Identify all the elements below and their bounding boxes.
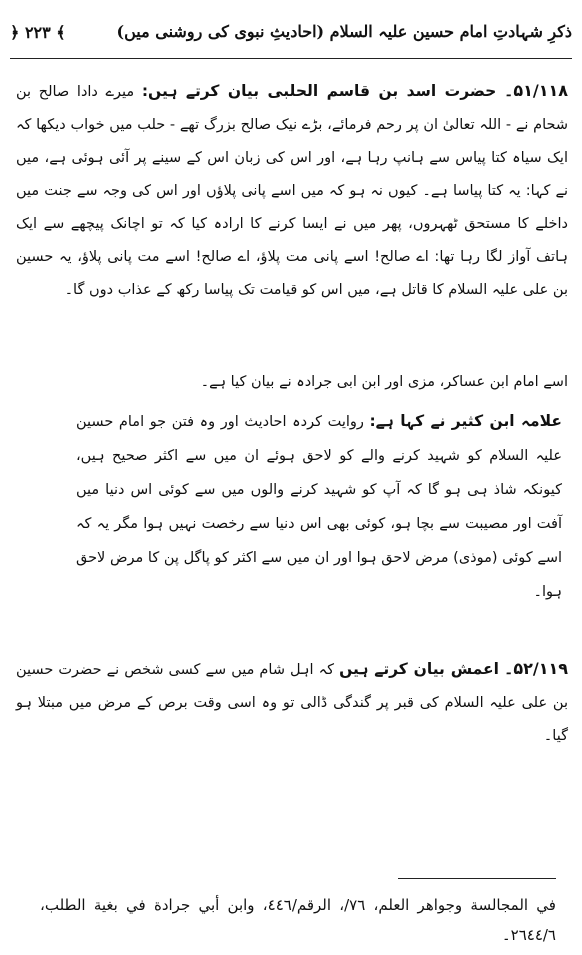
hadith-body: میرے دادا صالح بن شحام نے - اللہ تعالیٰ ان پر رحم فرمائے، بڑے نیک صالح بزرگ تھے - حلب میں خواب دیکھا کہ ایک سیاہ کتا پیاس سے ہانپ رہا ہے، اور اس کی زبان اس کے سینے پر آئی ہوئی ہے، میں نے کہا: یہ کتا پیاسا ہے۔ کیوں نہ ہو کہ میں اسے پانی پلاؤں اور اس کی وجہ سے جنت میں داخلے کا مستحق ٹھہروں، پھر میں نے ایسا کرنے کا ارادہ کیا کہ تو اچانک پیچھے سے ایک ہاتف آواز لگا رہا تھا: اے صالح! اسے پانی مت پلاؤ، اے صالح! اسے مت پانی پلاؤ، یہ حسین بن علی علیہ السلام کا قاتل ہے، میں اس کو قیامت تک پیاسا رکھ کے عذاب دوں گا۔ bbox=[16, 84, 568, 298]
footnote: في المجالسة وجواهر العلم، ٧٦/، الرقم/٤٤٦، وابن أبي جرادة في بغية الطلب، ٢٦٤٤/٦۔ bbox=[40, 896, 556, 944]
quote-lead: علامہ ابن کثیر نے کہا ہے: bbox=[369, 412, 562, 430]
attribution-paragraph: اسے امام ابن عساکر، مزی اور ابن ابی جرادہ نے بیان کیا ہے۔ bbox=[200, 374, 568, 390]
running-header bbox=[10, 12, 572, 52]
hadith-paragraph-118 bbox=[16, 74, 568, 307]
narrator-lead: حضرت اسد بن قاسم الحلبی بیان کرتے ہیں: bbox=[141, 82, 497, 100]
hadith-number: ۵۱/۱۱۸۔ bbox=[503, 81, 569, 100]
quote-body: روایت کردہ احادیث اور وہ فتن جو امام حسین علیہ السلام کو شہید کرنے والے کو لاحق ہوئے ان میں سے اکثر صحیح ہیں، کیونکہ شاذ ہی ہو گا کہ آپ کو شہید کرنے والوں میں سے کوئی اس دنیا میں آفت اور مصیبت سے بچا ہو، کوئی بھی اس دنیا سے رخصت نہیں ہوا مگر یہ کہ اسے کوئی (موذی) مرض لاحق ہوا اور ان میں سے اکثر کو پاگل پن کا مرض لاحق ہوا۔ bbox=[76, 414, 562, 600]
hadith-body: کہ اہل شام میں سے کسی شخص نے حضرت حسین بن علی علیہ السلام کی قبر پر گندگی ڈالی تو وہ اسی وقت برص کے مرض میں مبتلا ہو گیا۔ bbox=[16, 662, 568, 744]
header-divider bbox=[10, 58, 572, 59]
hadith-paragraph-119 bbox=[16, 652, 568, 753]
running-title: ذکرِ شہادتِ امام حسین علیہ السلام (احادیثِ نبوی کی روشنی میں) bbox=[116, 22, 572, 41]
page-number: ﴿ ۲۲۳ ﴾ bbox=[10, 22, 66, 42]
narrator-lead: اعمش بیان کرتے ہیں bbox=[339, 660, 499, 678]
footnote-divider bbox=[398, 878, 556, 879]
hadith-number: ۵۲/۱۱۹۔ bbox=[503, 659, 569, 678]
ibn-kathir-quote bbox=[76, 404, 562, 609]
